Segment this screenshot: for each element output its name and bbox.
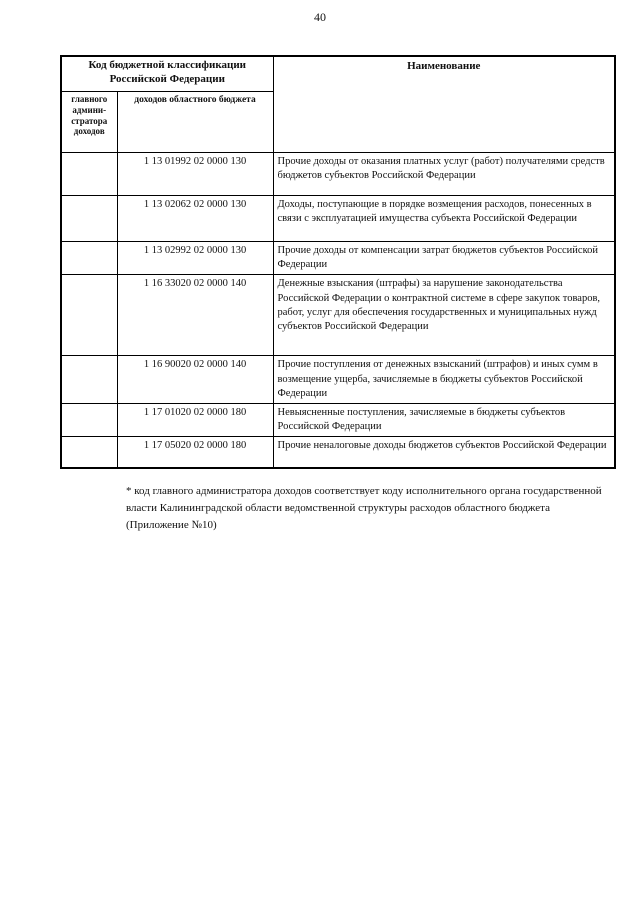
code-cell: 1 13 02992 02 0000 130 [117,242,273,275]
admin-cell [61,242,117,275]
code-cell: 1 16 90020 02 0000 140 [117,356,273,404]
admin-column-header: главного админи-стратора доходов [61,92,117,153]
table-row [61,153,615,196]
admin-cell [61,275,117,356]
page-number: 40 [314,10,326,24]
table-header-row [61,56,615,92]
code-cell: 1 17 05020 02 0000 180 [117,437,273,469]
table-row [61,242,615,275]
code-cell: 1 13 01992 02 0000 130 [117,153,273,196]
name-cell: Денежные взыскания (штрафы) за нарушение законодательства Российской Федерации о контрактной системе в сфере закупок товаров, работ, услуг для обеспечения государственных и муниципальных нужд субъектов Российской Федерации [273,275,615,356]
table-row [61,275,615,356]
table-row [61,437,615,469]
budget-classification-table [60,55,616,469]
name-column-header: Наименование [273,56,615,153]
admin-cell [61,153,117,196]
table-row [61,356,615,404]
code-cell: 1 13 02062 02 0000 130 [117,196,273,242]
name-cell: Прочие неналоговые доходы бюджетов субъектов Российской Федерации [273,437,615,469]
name-cell: Прочие доходы от компенсации затрат бюджетов субъектов Российской Федерации [273,242,615,275]
code-group-header: Код бюджетной классификации Российской Федерации [61,56,273,92]
name-cell: Невыясненные поступления, зачисляемые в бюджеты субъектов Российской Федерации [273,403,615,436]
code-cell: 1 16 33020 02 0000 140 [117,275,273,356]
name-cell: Прочие доходы от оказания платных услуг (работ) получателями средств бюджетов субъектов Российской Федерации [273,153,615,196]
footnote: * код главного администратора доходов соответствует коду исполнительного органа государственной власти Калининградской области ведомственной структуры расходов областного бюджета (Приложение №10) [126,485,602,532]
admin-cell [61,196,117,242]
income-column-header: доходов областного бюджета [117,92,273,153]
name-cell: Доходы, поступающие в порядке возмещения расходов, понесенных в связи с эксплуатацией имущества субъекта Российской Федерации [273,196,615,242]
admin-cell [61,437,117,469]
code-cell: 1 17 01020 02 0000 180 [117,403,273,436]
admin-cell [61,403,117,436]
name-cell: Прочие поступления от денежных взысканий (штрафов) и иных сумм в возмещение ущерба, зачисляемые в бюджеты субъектов Российской Федерации [273,356,615,404]
table-row [61,403,615,436]
admin-cell [61,356,117,404]
table-row [61,196,615,242]
